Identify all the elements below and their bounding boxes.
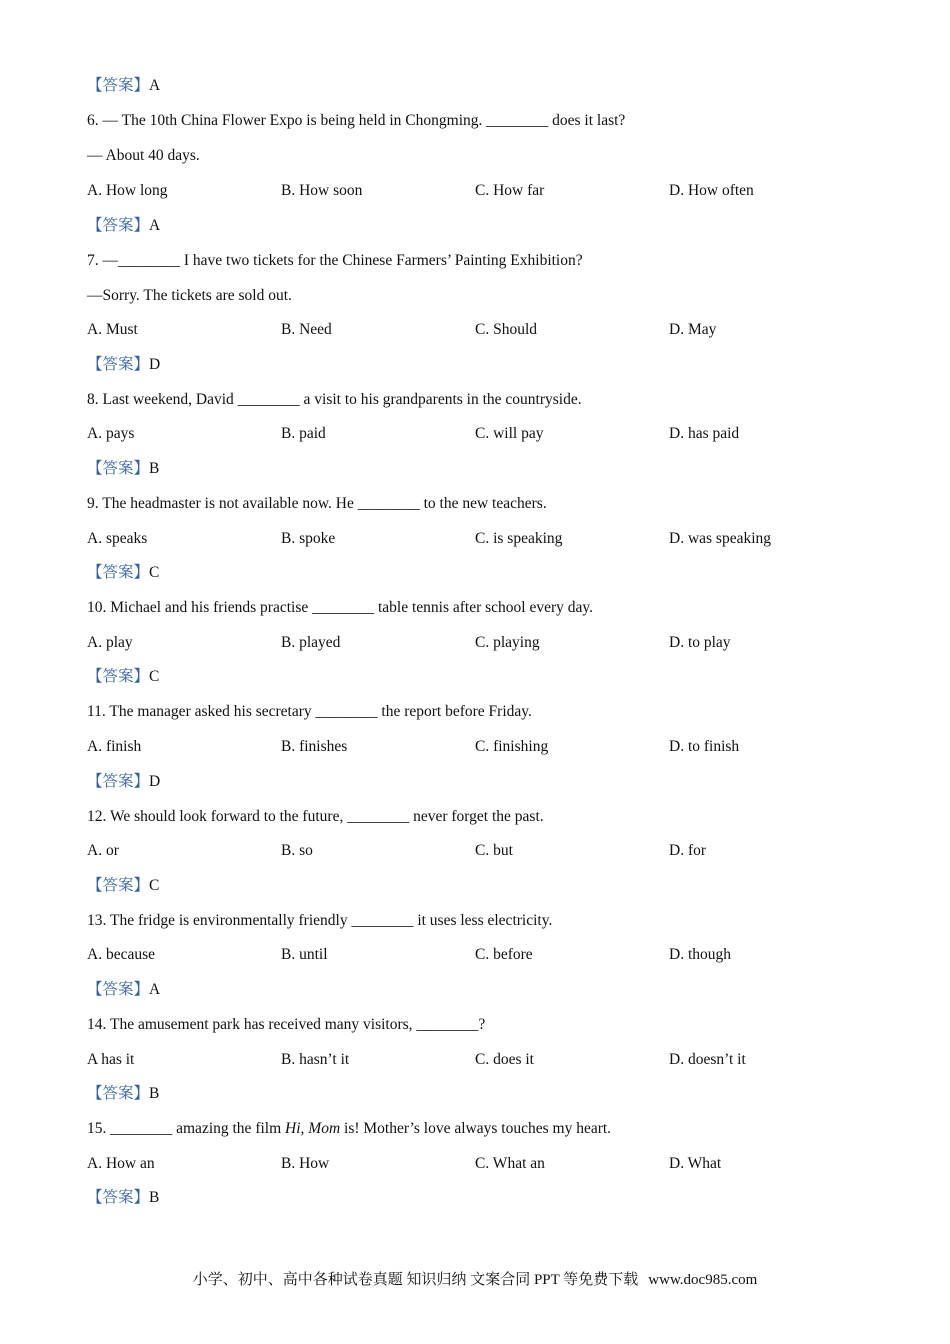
answer-label: 【答案】 bbox=[87, 564, 150, 581]
answer-value: A bbox=[149, 981, 161, 998]
question-stem: 10. Michael and his friends practise ________ table tennis after school every day. bbox=[87, 599, 594, 616]
answer-label: 【答案】 bbox=[87, 668, 150, 685]
footer-text: 小学、初中、高中各种试卷真题 知识归纳 文案合同 PPT 等免费下载 bbox=[192, 1272, 639, 1288]
option-a: A. play bbox=[87, 634, 133, 651]
question-stem: 6. — The 10th China Flower Expo is being held in Chongming. ________ does it last? bbox=[87, 112, 626, 129]
options-row bbox=[0, 737, 950, 757]
answer-value: B bbox=[149, 1085, 160, 1102]
answer-line bbox=[87, 216, 160, 236]
options-row bbox=[0, 529, 950, 549]
answer-label: 【答案】 bbox=[87, 1189, 150, 1206]
question-stem: 13. The fridge is environmentally friendly ________ it uses less electricity. bbox=[87, 912, 553, 929]
answer-line bbox=[87, 772, 160, 792]
option-d: D. to finish bbox=[669, 738, 740, 755]
option-a: A. or bbox=[87, 842, 119, 859]
answer-value: D bbox=[149, 773, 161, 790]
option-a: A. because bbox=[87, 946, 155, 963]
answer-value: A bbox=[149, 77, 161, 94]
option-b: B. played bbox=[281, 634, 341, 651]
option-d: D. May bbox=[669, 321, 717, 338]
option-c: C. finishing bbox=[475, 738, 549, 755]
answer-line bbox=[87, 1188, 159, 1208]
option-b: B. How bbox=[281, 1155, 330, 1172]
answer-label: 【答案】 bbox=[87, 1085, 150, 1102]
question-stem: 11. The manager asked his secretary ________ the report before Friday. bbox=[87, 703, 532, 720]
answer-label: 【答案】 bbox=[87, 77, 150, 94]
option-c: C. How far bbox=[475, 182, 545, 199]
page-footer bbox=[0, 1270, 950, 1290]
option-c: C. Should bbox=[475, 321, 538, 338]
answer-label: 【答案】 bbox=[87, 981, 150, 998]
answer-value: C bbox=[149, 877, 160, 894]
option-b: B. hasn’t it bbox=[281, 1051, 350, 1068]
option-b: B. so bbox=[281, 842, 313, 859]
option-b: B. paid bbox=[281, 425, 326, 442]
question-stem: 7. —________ I have two tickets for the Chinese Farmers’ Painting Exhibition? bbox=[87, 252, 583, 269]
answer-value: C bbox=[149, 564, 160, 581]
options-row bbox=[0, 320, 950, 340]
answer-line bbox=[87, 667, 159, 687]
option-d: D. doesn’t it bbox=[669, 1051, 746, 1068]
option-a: A has it bbox=[87, 1051, 135, 1068]
question-reply: —Sorry. The tickets are sold out. bbox=[87, 287, 292, 304]
question-stem: 12. We should look forward to the future, ________ never forget the past. bbox=[87, 808, 544, 825]
options-row bbox=[0, 1154, 950, 1174]
answer-value: B bbox=[149, 1189, 160, 1206]
answer-line bbox=[87, 980, 160, 1000]
question-stem: 8. Last weekend, David ________ a visit to his grandparents in the countryside. bbox=[87, 391, 582, 408]
answer-line bbox=[87, 876, 159, 896]
answer-line bbox=[87, 355, 160, 375]
question-stem: 14. The amusement park has received many visitors, ________? bbox=[87, 1016, 486, 1033]
options-row bbox=[0, 633, 950, 653]
answer-label: 【答案】 bbox=[87, 877, 150, 894]
option-c: C. What an bbox=[475, 1155, 545, 1172]
answer-line bbox=[87, 1084, 159, 1104]
answer-value: B bbox=[149, 460, 160, 477]
option-a: A. finish bbox=[87, 738, 142, 755]
option-d: D. to play bbox=[669, 634, 731, 651]
option-d: D. for bbox=[669, 842, 707, 859]
option-c: C. will pay bbox=[475, 425, 544, 442]
footer-url[interactable]: www.doc985.com bbox=[648, 1272, 758, 1288]
answer-label: 【答案】 bbox=[87, 460, 150, 477]
option-a: A. Must bbox=[87, 321, 138, 338]
option-a: A. speaks bbox=[87, 530, 148, 547]
stem-part: 15. ________ amazing the film bbox=[87, 1120, 286, 1137]
option-c: C. before bbox=[475, 946, 533, 963]
options-row bbox=[0, 841, 950, 861]
answer-label: 【答案】 bbox=[87, 773, 150, 790]
option-b: B. until bbox=[281, 946, 328, 963]
option-d: D. has paid bbox=[669, 425, 740, 442]
option-b: B. spoke bbox=[281, 530, 336, 547]
answer-value: C bbox=[149, 668, 160, 685]
question-stem bbox=[87, 1119, 611, 1139]
answer-line bbox=[87, 459, 159, 479]
answer-line bbox=[87, 76, 160, 96]
option-c: C. is speaking bbox=[475, 530, 563, 547]
answer-line bbox=[87, 563, 159, 583]
film-title: Hi, Mom bbox=[285, 1120, 341, 1137]
options-row bbox=[0, 945, 950, 965]
answer-value: A bbox=[149, 217, 161, 234]
option-d: D. What bbox=[669, 1155, 722, 1172]
option-c: C. but bbox=[475, 842, 513, 859]
stem-part: is! Mother’s love always touches my heart. bbox=[340, 1120, 612, 1137]
option-b: B. Need bbox=[281, 321, 332, 338]
question-stem: 9. The headmaster is not available now. He ________ to the new teachers. bbox=[87, 495, 547, 512]
option-c: C. does it bbox=[475, 1051, 534, 1068]
option-d: D. was speaking bbox=[669, 530, 772, 547]
option-a: A. How an bbox=[87, 1155, 155, 1172]
options-row bbox=[0, 181, 950, 201]
answer-value: D bbox=[149, 356, 161, 373]
option-a: A. pays bbox=[87, 425, 135, 442]
options-row bbox=[0, 424, 950, 444]
answer-label: 【答案】 bbox=[87, 356, 150, 373]
options-row bbox=[0, 1050, 950, 1070]
option-a: A. How long bbox=[87, 182, 168, 199]
option-b: B. How soon bbox=[281, 182, 363, 199]
option-c: C. playing bbox=[475, 634, 540, 651]
option-d: D. though bbox=[669, 946, 731, 963]
option-b: B. finishes bbox=[281, 738, 348, 755]
option-d: D. How often bbox=[669, 182, 754, 199]
answer-label: 【答案】 bbox=[87, 217, 150, 234]
question-reply: — About 40 days. bbox=[87, 147, 200, 164]
